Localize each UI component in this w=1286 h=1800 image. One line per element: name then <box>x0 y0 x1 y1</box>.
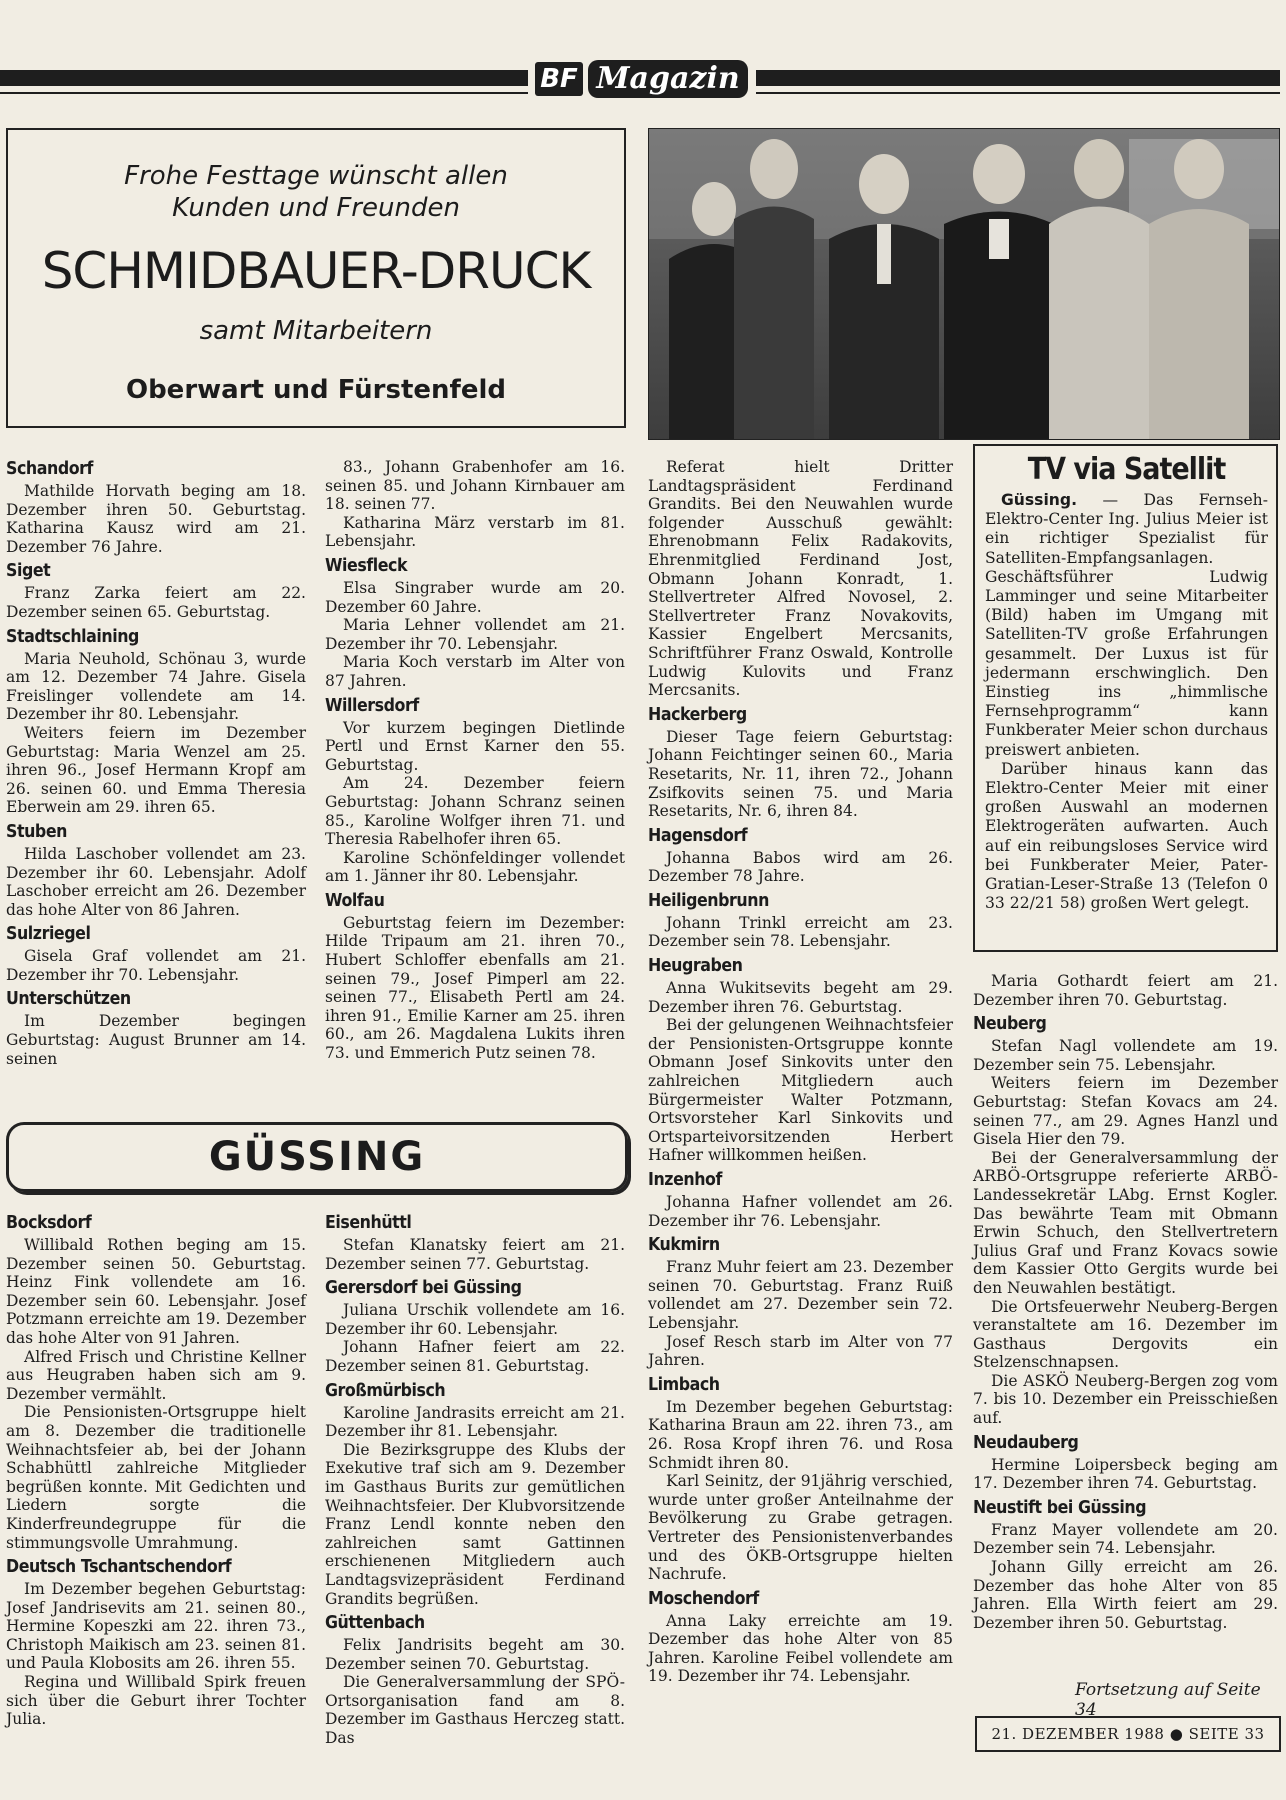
section-heading: Deutsch Tschantschendorf <box>6 1556 232 1578</box>
article-section <box>648 1234 953 1370</box>
page-footer-date: 21. DEZEMBER 1988 ● SEITE 33 <box>975 1716 1281 1752</box>
section-heading: Hagensdorf <box>648 824 748 846</box>
column-3 <box>648 458 953 1690</box>
section-heading: Siget <box>6 560 51 582</box>
section-paragraph: Die Pensionisten-Ortsgruppe hielt am 8. Dezember die traditionelle Weihnachtsfeier ab, bei der Johann Schabhüttl zahlreiche Mitglieder begrüßen konnte. Mit Gedichten und Liedern sorgte die Kinderfreundegruppe für die stimmungsvolle Umrahmung. <box>6 1403 306 1552</box>
section-heading: Güttenbach <box>325 1612 425 1634</box>
section-paragraph: Die Ortsfeuerwehr Neuberg-Bergen veranstaltete am 16. Dezember im Gasthaus Dergovits ein Stelzenschnapsen. <box>973 1297 1278 1372</box>
section-paragraph: Am 24. Dezember feiern Geburtstag: Johann Schranz seinen 85., Karoline Wolfger ihren 71. und Theresia Rabelhofer ihren 65. <box>325 774 625 849</box>
section-paragraph: Elsa Singraber wurde am 20. Dezember 60 Jahre. <box>325 578 625 616</box>
section-paragraph: Maria Gothardt feiert am 21. Dezember ihren 70. Geburtstag. <box>973 972 1278 1009</box>
article-section <box>973 1432 1278 1493</box>
article-section <box>6 988 306 1068</box>
section-heading: Willersdorf <box>325 694 419 716</box>
article-section <box>325 458 625 551</box>
article-section <box>325 890 625 1063</box>
section-heading: Wiesfleck <box>325 554 408 576</box>
article-section <box>648 1169 953 1230</box>
continuation-note: Fortsetzung auf Seite 34 <box>1075 1680 1261 1720</box>
guessing-section-banner <box>6 1122 628 1192</box>
section-paragraph: Maria Koch verstarb im Alter von 87 Jahren. <box>325 653 625 690</box>
section-paragraph: Dieser Tage feiern Geburtstag: Johann Feichtinger seinen 60., Maria Resetarits, Nr. 11, ihren 72., Johann Zsifkovits seinen 75. und Maria Resetarits, Nr. 6, ihren 84. <box>648 727 953 821</box>
section-paragraph: Die ASKÖ Neuberg-Bergen zog vom 7. bis 10. Dezember ein Preisschießen auf. <box>973 1371 1278 1428</box>
section-paragraph: Referat hielt Dritter Landtagspräsident Ferdinand Grandits. Bei den Neuwahlen wurde folgender Ausschuß gewählt: Ehrenobmann Felix Radakovits, Ehrenmitglied Ferdinand Jost, Obmann Johann Konradt, 1. Stellvertreter Alfred Novosel, 2. Stellvertreter Franz Novakovits, Kassier Engelbert Mercsanits, Schriftführer Franz Oswald, Kontrolle Ludwig Kulovits und Franz Mercsanits. <box>648 458 953 700</box>
staff-photo <box>648 128 1280 440</box>
section-paragraph: Die Generalversammlung der SPÖ-Ortsorganisation fand am 8. Dezember im Gasthaus Herczeg statt. Das <box>325 1673 625 1748</box>
section-paragraph: Im Dezember begehen Geburtstag: Josef Jandrisevits am 21. seinen 80., Hermine Kopeszki am 22. ihren 73., Christoph Maikisch am 23. seinen 81. und Paula Klobosits am 26. ihren 55. <box>6 1580 306 1673</box>
article-section <box>648 1588 953 1686</box>
column-2 <box>325 458 625 1067</box>
section-paragraph: Franz Zarka feiert am 22. Dezember seinen 65. Geburtstag. <box>6 584 306 621</box>
section-heading: Stadtschlaining <box>6 625 139 647</box>
article-section <box>325 1380 625 1609</box>
section-heading: Inzenhof <box>648 1169 722 1190</box>
ad-company-name: SCHMIDBAUER-DRUCK <box>41 242 591 300</box>
section-paragraph: Karoline Schönfeldinger vollendet am 1. Jänner ihr 80. Lebensjahr. <box>325 848 625 886</box>
section-paragraph: Gisela Graf vollendet am 21. Dezember ihr 70. Lebensjahr. <box>6 947 306 984</box>
section-paragraph: Hermine Loipersbeck beging am 17. Dezember ihren 74. Geburtstag. <box>973 1455 1278 1493</box>
article-section <box>6 821 306 919</box>
section-paragraph: Weiters feiern im Dezember Geburtstag: Stefan Kovacs am 24. seinen 77., am 29. Agnes Hanzl und Gisela Hier den 79. <box>973 1074 1278 1149</box>
section-paragraph: Bei der gelungenen Weihnachtsfeier der Pensionisten-Ortsgruppe konnte Obmann Josef Sinkovits unter den zahlreichen Mitgliedern auch Bürgermeister Walter Potzmann, Ortsvorsteher Karl Sinkovits und Ortsparteivorsitzenden Herbert Hafner willkommen heißen. <box>648 1016 953 1165</box>
article-section <box>648 890 953 951</box>
section-paragraph: Franz Mayer vollendete am 20. Dezember sein 74. Lebensjahr. <box>973 1520 1278 1558</box>
ad-subline: samt Mitarbeitern <box>199 316 433 346</box>
section-paragraph: Die Bezirksgruppe des Klubs der Exekutive traf sich am 9. Dezember im Gasthaus Burits zur gemütlichen Weihnachtsfeier. Der Klubvorsitzende Franz Lendl konnte neben den zahlreichen samt Gattinnen erschienenen Mitgliedern auch Landtagsvizepräsident Ferdinand Grandits begrüßen. <box>325 1440 625 1608</box>
article-section <box>325 695 625 886</box>
article-section <box>973 1497 1278 1633</box>
section-paragraph: Katharina März verstarb im 81. Lebensjahr. <box>325 513 625 551</box>
section-paragraph: Johann Gilly erreicht am 26. Dezember das hohe Alter von 85 Jahren. Ella Wirth feiert am 29. Dezember ihren 50. Geburtstag. <box>973 1558 1278 1632</box>
section-paragraph: Karoline Jandrasits erreicht am 21. Dezember ihr 81. Lebensjahr. <box>325 1403 625 1441</box>
section-heading: Wolfau <box>325 889 385 911</box>
section-paragraph: Regina und Willibald Spirk freuen sich über die Geburt ihrer Tochter Julia. <box>6 1673 306 1729</box>
article-section <box>6 1556 306 1729</box>
section-heading: Gerersdorf bei Güssing <box>325 1277 522 1299</box>
section-paragraph: Johanna Babos wird am 26. Dezember 78 Jahre. <box>648 848 953 886</box>
header-thin-rule-left <box>0 92 528 94</box>
ad-greeting-line1: Frohe Festtage wünscht allen <box>124 161 508 191</box>
section-paragraph: Anna Wukitsevits begeht am 29. Dezember ihren 76. Geburtstag. <box>648 979 953 1016</box>
article-section <box>648 458 953 700</box>
column-1 <box>6 458 306 1072</box>
section-paragraph: Mathilde Horvath beging am 18. Dezember ihren 50. Geburtstag. Katharina Kausz wird am 21. Dezember 76 Jahre. <box>6 482 306 556</box>
article-section <box>6 1212 306 1552</box>
satellite-article-box <box>973 444 1278 952</box>
article-section <box>973 1013 1278 1427</box>
section-paragraph: 83., Johann Grabenhofer am 16. seinen 85. und Johann Kirnbauer am 18. seinen 77. <box>325 458 625 514</box>
section-paragraph: Karl Seinitz, der 91jährig verschied, wurde unter großer Anteilnahme der Bevölkerung zu Grabe getragen. Vertreter des Pensionistenverbandes und des ÖKB-Ortsgruppe hielten Nachrufe. <box>648 1472 953 1584</box>
guessing-banner-title: GÜSSING <box>208 1134 426 1180</box>
article-section <box>648 955 953 1165</box>
section-paragraph: Im Dezember begingen Geburtstag: August Brunner am 14. seinen <box>6 1012 306 1068</box>
section-paragraph: Stefan Nagl vollendete am 19. Dezember sein 75. Lebensjahr. <box>973 1037 1278 1074</box>
article-section <box>6 626 306 817</box>
column-5 <box>6 1212 306 1733</box>
section-heading: Großmürbisch <box>325 1379 446 1401</box>
section-paragraph: Vor kurzem begingen Dietlinde Pertl und Ernst Karner den 55. Geburtstag. <box>325 718 625 774</box>
section-paragraph: Geburtstag feiern im Dezember: Hilde Tripaum am 21. ihren 70., Hubert Schloffer ebenfalls am 21. seinen 79., Josef Pimperl am 22. seinen 77., Elisabeth Pertl am 24. ihren 91., Emilie Karner am 25. ihren 60., am 26. Magdalena Lukits ihren 73. und Emmerich Putz seinen 78. <box>325 913 625 1063</box>
section-heading: Limbach <box>648 1373 720 1395</box>
satellite-title: TV via Satellit <box>1027 452 1226 487</box>
ad-greeting <box>8 160 624 224</box>
ad-locations: Oberwart und Fürstenfeld <box>125 375 507 405</box>
header-rule-right <box>756 70 1280 86</box>
header-thin-rule-right <box>756 92 1280 94</box>
section-paragraph: Hilda Laschober vollendet am 23. Dezember ihr 60. Lebensjahr. Adolf Laschober erreicht am 26. Dezember das hohe Alter von 86 Jahren. <box>6 844 306 919</box>
section-paragraph: Franz Muhr feiert am 23. Dezember seinen 70. Geburtstag. Franz Ruiß vollendet am 27. Dezember sein 72. Lebensjahr. <box>648 1258 953 1332</box>
section-heading: Heiligenbrunn <box>648 889 769 911</box>
section-heading: Eisenhüttl <box>325 1212 412 1233</box>
section-heading: Stuben <box>6 820 67 842</box>
article-section <box>6 923 306 984</box>
article-section <box>648 704 953 821</box>
staff-photo-image <box>649 129 1280 440</box>
section-paragraph: Weiters feiern im Dezember Geburtstag: Maria Wenzel am 25. ihren 96., Josef Hermann Kropf am 26. seinen 60. und Emma Theresia Eberwein am 29. ihren 65. <box>6 723 306 817</box>
section-heading: Unterschützen <box>6 988 131 1010</box>
satellite-paragraph-1 <box>985 491 1268 760</box>
article-section <box>648 1374 953 1584</box>
bf-logo: BF <box>535 62 583 96</box>
satellite-lead: Güssing. <box>1001 491 1077 509</box>
section-paragraph: Johann Trinkl erreicht am 23. Dezember sein 78. Lebensjahr. <box>648 913 953 951</box>
satellite-p1-text: — Das Fernseh-Elektro-Center Ing. Julius Meier ist ein richtiger Spezialist für Satelliten-Empfangsanlagen. Geschäftsführer Ludwig Lamminger und seine Mitarbeiter (Bild) haben im Umgang mit Satelliten-TV große Erfahrungen gesammelt. Der Luxus ist für jedermann erschwinglich. Den Einstieg ins „himmlische Fernsehprogramm“ kann Funkberater Meier schon durchaus preiswert anbieten. <box>985 491 1268 759</box>
satellite-paragraph-2: Darüber hinaus kann das Elektro-Center Meier mit einer großen Auswahl an modernen Elektrogeräten aufwarten. Auch auf ein reibungsloses Service wird bei Funkberater Meier, Pater-Gratian-Leser-Straße 13 (Telefon 0 33 22/21 58) großen Wert gelegt. <box>985 759 1268 913</box>
column-6 <box>325 1212 625 1752</box>
section-heading: Neudauberg <box>973 1431 1079 1453</box>
ad-greeting-line2: Kunden und Freunden <box>172 193 460 223</box>
article-section <box>325 1277 625 1375</box>
section-heading: Neustift bei Güssing <box>973 1496 1147 1518</box>
advertisement-box <box>6 128 626 428</box>
section-paragraph: Maria Neuhold, Schönau 3, wurde am 12. Dezember 74 Jahre. Gisela Freislinger vollendete am 14. Dezember ihr 80. Lebensjahr. <box>6 649 306 724</box>
section-heading: Sulzriegel <box>6 923 91 945</box>
section-paragraph: Stefan Klanatsky feiert am 21. Dezember seinen 77. Geburtstag. <box>325 1236 625 1273</box>
section-heading: Kukmirn <box>648 1234 720 1256</box>
article-section <box>648 825 953 886</box>
section-paragraph: Bei der Generalversammlung der ARBÖ-Ortsgruppe referierte ARBÖ-Landessekretär LAbg. Ernst Kogler. Das bewährte Team mit Obmann Erwin Schuch, den Stellvertretern Julius Graf und Franz Kovacs sowie dem Kassier Otto Gergits wurde bei den Neuwahlen bestätigt. <box>973 1148 1278 1297</box>
article-section <box>6 560 306 621</box>
section-paragraph: Johanna Hafner vollendet am 26. Dezember ihr 76. Lebensjahr. <box>648 1193 953 1230</box>
article-section <box>6 458 306 556</box>
section-heading: Bocksdorf <box>6 1212 92 1233</box>
article-section <box>325 1212 625 1273</box>
section-paragraph: Johann Hafner feiert am 22. Dezember seinen 81. Geburtstag. <box>325 1338 625 1375</box>
article-section <box>325 555 625 691</box>
section-heading: Schandorf <box>6 458 94 479</box>
section-paragraph: Juliana Urschik vollendete am 16. Dezember ihr 60. Lebensjahr. <box>325 1301 625 1338</box>
section-paragraph: Felix Jandrisits begeht am 30. Dezember seinen 70. Geburtstag. <box>325 1636 625 1673</box>
section-paragraph: Josef Resch starb im Alter von 77 Jahren. <box>648 1332 953 1370</box>
section-paragraph: Alfred Frisch und Christine Kellner aus Heugraben haben sich am 9. Dezember vermählt. <box>6 1347 306 1403</box>
article-section <box>325 1612 625 1748</box>
section-heading: Heugraben <box>648 955 743 977</box>
header-rule-left <box>0 70 528 86</box>
section-paragraph: Willibald Rothen beging am 15. Dezember seinen 50. Geburtstag. Heinz Fink vollendete am 16. Dezember sein 60. Lebensjahr. Josef Potzmann erreichte am 19. Dezember das hohe Alter von 91 Jahren. <box>6 1236 306 1347</box>
section-paragraph: Maria Lehner vollendet am 21. Dezember ihr 70. Lebensjahr. <box>325 616 625 653</box>
article-section <box>973 972 1278 1009</box>
section-paragraph: Im Dezember begehen Geburtstag: Katharina Braun am 22. ihren 73., am 26. Rosa Kropf ihren 76. und Rosa Schmidt ihren 80. <box>648 1397 953 1472</box>
section-heading: Hackerberg <box>648 703 747 725</box>
column-4 <box>973 972 1278 1636</box>
magazin-logo: Magazin <box>588 60 748 98</box>
section-heading: Neuberg <box>973 1013 1047 1035</box>
section-paragraph: Anna Laky erreichte am 19. Dezember das hohe Alter von 85 Jahren. Karoline Feibel vollendete am 19. Dezember ihr 74. Lebensjahr. <box>648 1611 953 1686</box>
section-heading: Moschendorf <box>648 1587 759 1609</box>
